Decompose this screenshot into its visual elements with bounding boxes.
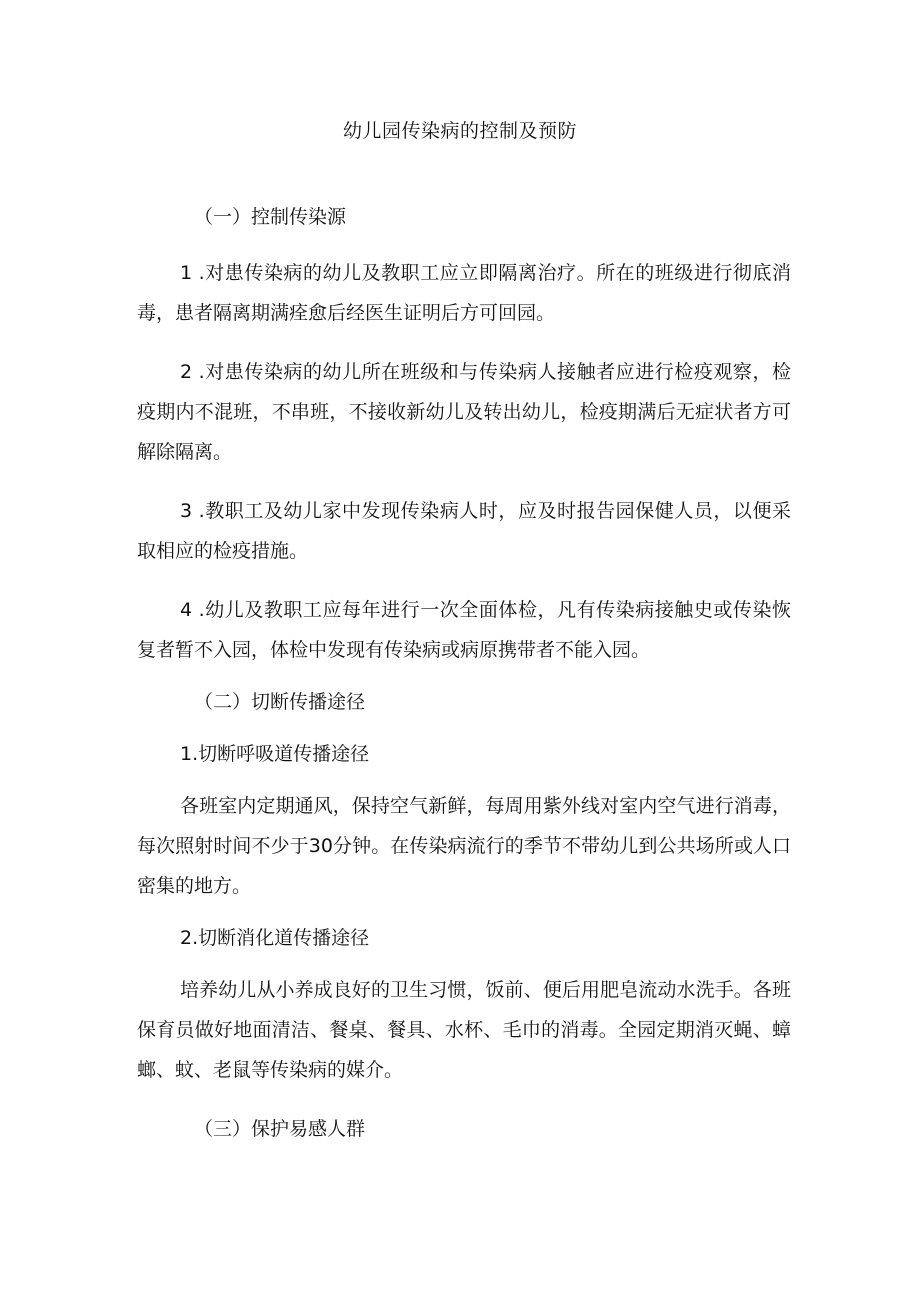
paragraph-digestive: 培养幼儿从小养成良好的卫生习惯，饭前、便后用肥皂流动水洗手。各班保育员做好地面清洁、餐桌、餐具、水杯、毛巾的消毒。全园定期消灭蝇、蟑螂、蚊、老鼠等传染病的媒介。 — [137, 979, 791, 1081]
document-body — [137, 197, 791, 1149]
subheading-respiratory: 1.切断呼吸道传播途径 — [180, 743, 370, 765]
paragraph-item-1: 1 .对患传染病的幼儿及教职工应立即隔离治疗。所在的班级进行彻底消毒，患者隔离期满痊愈后经医生证明后方可回园。 — [137, 262, 791, 324]
paragraph-respiratory: 各班室内定期通风，保持空气新鲜，每周用紫外线对室内空气进行消毒，每次照射时间不少于30分钟。在传染病流行的季节不带幼儿到公共场所或人口密集的地方。 — [137, 795, 791, 897]
document-title: 幼儿园传染病的控制及预防 — [342, 120, 577, 142]
section-heading-2: （二）切断传播途径 — [194, 691, 366, 713]
section-heading-3: （三）保护易感人群 — [194, 1118, 366, 1140]
subheading-digestive: 2.切断消化道传播途径 — [180, 927, 370, 949]
paragraph-item-3: 3 .教职工及幼儿家中发现传染病人时，应及时报告园保健人员，以便采取相应的检疫措施。 — [137, 500, 791, 562]
paragraph-item-4: 4 .幼儿及教职工应每年进行一次全面体检，凡有传染病接触史或传染恢复者暂不入园，体检中发现有传染病或病原携带者不能入园。 — [137, 599, 791, 661]
section-heading-1: （一）控制传染源 — [194, 206, 347, 228]
paragraph-item-2: 2 .对患传染病的幼儿所在班级和与传染病人接触者应进行检疫观察，检疫期内不混班，不串班，不接收新幼儿及转出幼儿，检疫期满后无症状者方可解除隔离。 — [137, 361, 791, 463]
